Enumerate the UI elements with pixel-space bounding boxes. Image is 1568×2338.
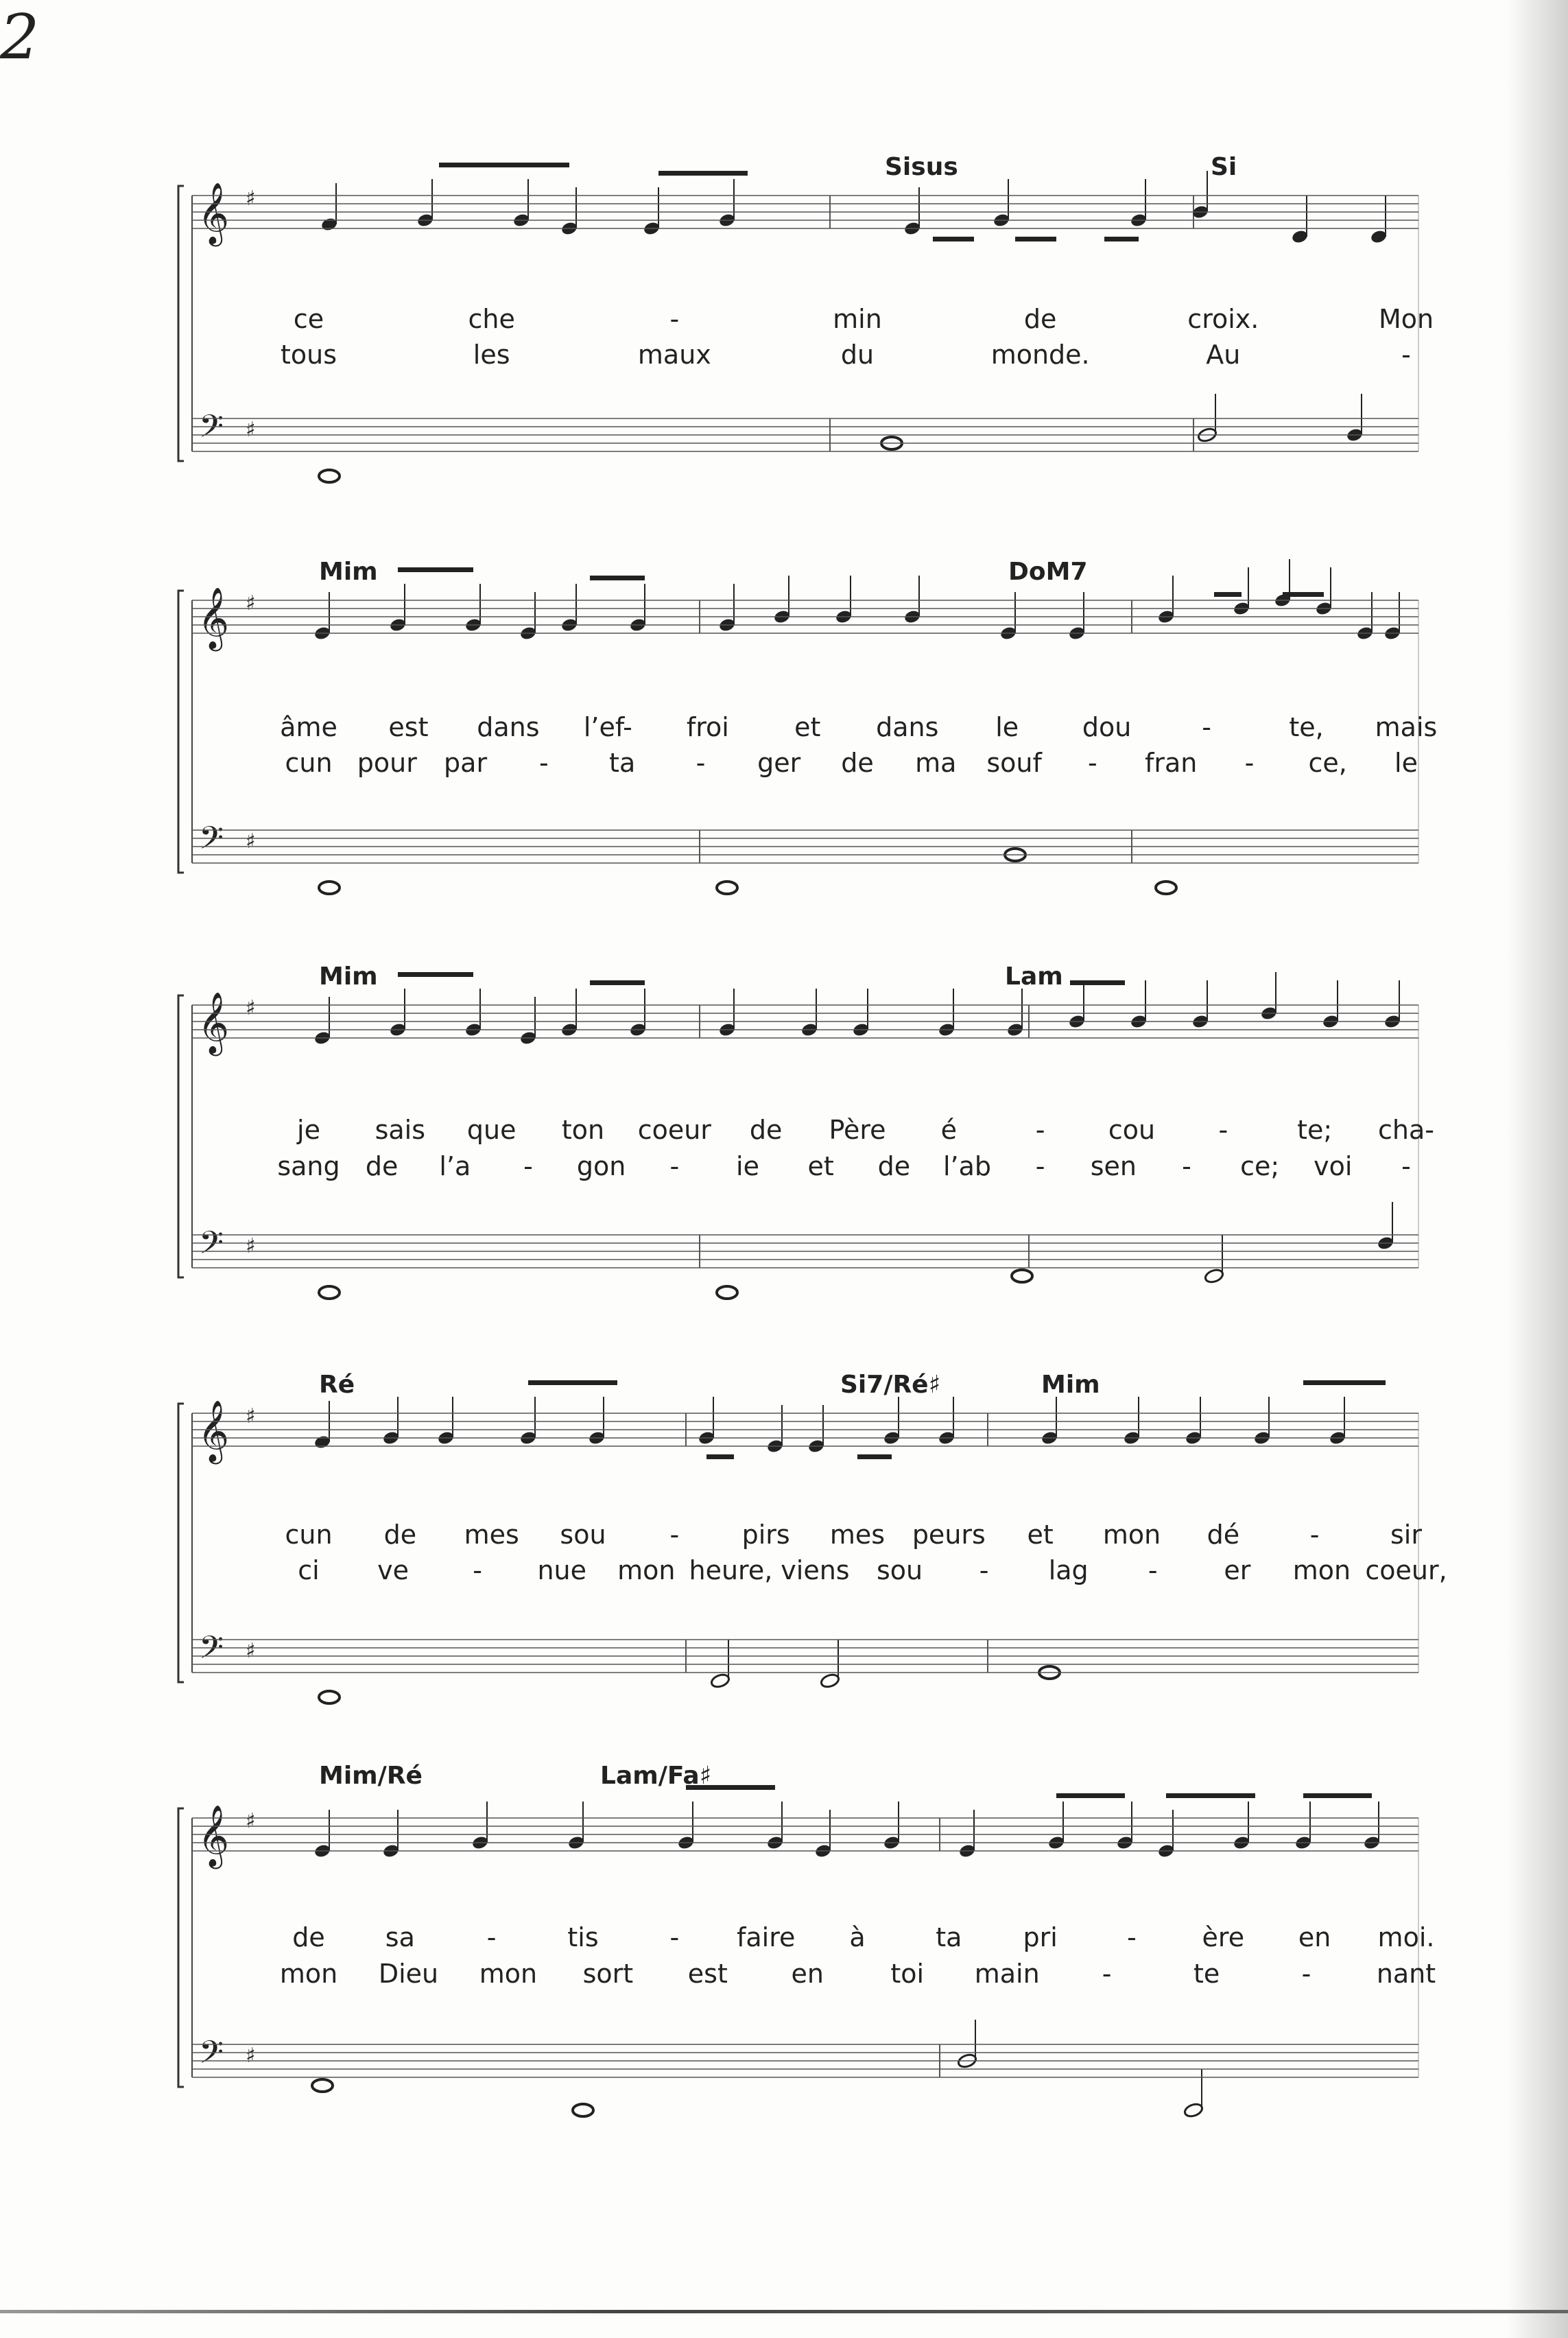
lyric-syllable: heure, (689, 1555, 773, 1585)
lyric-syllable: cou (1108, 1115, 1156, 1145)
lyric-syllable: de (877, 1151, 911, 1181)
lyric-syllable: mes (464, 1520, 519, 1550)
lyric-syllable: - (473, 1555, 483, 1585)
lyric-syllable: à (849, 1922, 866, 1952)
whole-note (1156, 882, 1176, 894)
chord-symbol: DoM7 (1008, 558, 1088, 586)
bass-staff (192, 1235, 1418, 1268)
treble-clef-icon: 𝄞 (198, 1400, 230, 1462)
page-bottom-edge (0, 2310, 1568, 2313)
chord-symbol: Mim (1041, 1371, 1100, 1399)
lyric-syllable: - (669, 1151, 680, 1181)
treble-clef-icon: 𝄞 (198, 992, 230, 1054)
lyric-syllable: Dieu (378, 1959, 439, 1989)
lyric-syllable: est (388, 712, 429, 742)
lyric-syllable: cun (285, 1520, 333, 1550)
lyric-syllable: dé (1207, 1520, 1240, 1550)
lyric-syllable: coeur, (1365, 1555, 1447, 1585)
note-beam (1056, 1793, 1125, 1798)
sharp-icon: ♯ (246, 1809, 256, 1833)
system-brace (178, 995, 184, 1277)
lyric-syllable: - (1127, 1922, 1137, 1952)
note-beam (1070, 980, 1125, 985)
lyric-syllable: dans (477, 712, 540, 742)
treble-clef-icon: 𝄞 (198, 587, 230, 649)
lyric-syllable: moi. (1377, 1922, 1435, 1952)
lyric-syllable: l’a (439, 1151, 471, 1181)
lyric-syllable: sais (375, 1115, 426, 1145)
chord-symbol: Si (1211, 153, 1237, 181)
lyric-syllable: dans (876, 712, 939, 742)
lyric-syllable: te (1193, 1959, 1220, 1989)
sharp-icon: ♯ (246, 1234, 256, 1258)
lyric-syllable: - (486, 1922, 497, 1952)
treble-clef-icon: 𝄞 (198, 182, 230, 244)
lyric-syllable: ie (736, 1151, 759, 1181)
lyric-syllable: maux (637, 340, 711, 370)
lyric-syllable: er (1224, 1555, 1251, 1585)
chord-symbol: Lam/Fa♯ (600, 1762, 712, 1790)
lyric-syllable: - (1182, 1151, 1191, 1181)
treble-staff (192, 1413, 1418, 1446)
lyric-syllable: mes (829, 1520, 886, 1550)
lyric-syllable: - (669, 1520, 680, 1550)
lyric-syllable: sang (277, 1151, 340, 1181)
lyric-syllable: ce; (1240, 1151, 1280, 1181)
lyric-syllable: je (297, 1115, 320, 1145)
lyric-syllable: viens (781, 1555, 850, 1585)
lyric-syllable: coeur (637, 1115, 711, 1145)
lyric-syllable: toi (890, 1959, 925, 1989)
whole-note (319, 470, 340, 482)
lyric-syllable: mon (1292, 1555, 1351, 1585)
lyric-syllable: - (1244, 748, 1255, 778)
lyric-syllable: lag (1048, 1555, 1089, 1585)
half-note (1204, 1268, 1224, 1284)
lyric-syllable: de (292, 1922, 325, 1952)
lyric-syllable: ma (915, 748, 957, 778)
sharp-icon: ♯ (246, 591, 256, 615)
note-beam (398, 972, 473, 977)
page-number: 2 (0, 1, 40, 73)
system-brace (178, 591, 184, 873)
lyric-syllable: sort (582, 1959, 634, 1989)
chord-symbol: Mim (319, 963, 378, 991)
lyric-syllable: - (538, 748, 549, 778)
note-beam (933, 237, 974, 241)
lyric-syllable: fran (1144, 748, 1198, 778)
lyric-syllable: - (1401, 340, 1411, 370)
sharp-icon: ♯ (246, 418, 256, 442)
lyric-syllable: ce, (1308, 748, 1347, 778)
treble-clef-icon: 𝄞 (198, 1805, 230, 1867)
system-4 (178, 1371, 1447, 1703)
lyric-syllable: tous (280, 340, 337, 370)
system-5 (178, 1762, 1436, 2118)
lyric-syllable: - (1309, 1520, 1320, 1550)
note-beam (1104, 237, 1139, 241)
whole-note (717, 882, 737, 894)
treble-staff (192, 196, 1418, 228)
lyric-syllable: - (1401, 1151, 1411, 1181)
lyric-syllable: en (1298, 1922, 1331, 1952)
lyric-syllable: pri (1023, 1922, 1058, 1952)
chord-symbol: Si7/Ré♯ (840, 1371, 941, 1399)
lyric-syllable: dou (1082, 712, 1132, 742)
lyric-syllable: le (995, 712, 1019, 742)
lyric-syllable: sou (560, 1520, 606, 1550)
chord-symbol: Sisus (885, 153, 958, 181)
lyric-syllable: monde. (990, 340, 1090, 370)
lyric-syllable: - (1102, 1959, 1112, 1989)
lyric-syllable: de (1023, 304, 1057, 334)
lyric-syllable: l’ef- (583, 712, 632, 742)
lyric-syllable: croix. (1187, 304, 1259, 334)
lyric-syllable: le (1394, 748, 1418, 778)
system-1 (178, 153, 1434, 482)
note-beam (590, 980, 645, 985)
chord-symbol: Lam (1005, 963, 1063, 991)
treble-staff (192, 1818, 1418, 1851)
lyric-syllable: en (791, 1959, 824, 1989)
bass-clef-icon: 𝄢 (199, 408, 224, 453)
bass-clef-icon: 𝄢 (199, 820, 224, 864)
treble-staff (192, 600, 1418, 633)
bass-clef-icon: 𝄢 (199, 1225, 224, 1269)
note-beam (1283, 592, 1324, 597)
lyric-syllable: ta (609, 748, 636, 778)
lyric-syllable: mon (617, 1555, 676, 1585)
lyric-syllable: et (794, 712, 821, 742)
lyric-syllable: l’ab (942, 1151, 992, 1181)
lyric-syllable: de (749, 1115, 783, 1145)
lyric-syllable: que (466, 1115, 516, 1145)
note-beam (1015, 237, 1056, 241)
whole-note (717, 1286, 737, 1299)
whole-note (319, 1286, 340, 1299)
sharp-icon: ♯ (246, 187, 256, 211)
note-beam (528, 1380, 617, 1385)
lyric-syllable: che (468, 304, 515, 334)
lyric-syllable: mais (1375, 712, 1438, 742)
bass-staff (192, 2044, 1418, 2077)
note-beam (706, 1454, 734, 1459)
whole-note (573, 2104, 593, 2116)
note-beam (658, 171, 748, 176)
lyric-syllable: et (807, 1151, 834, 1181)
lyric-syllable: gon (576, 1151, 626, 1181)
lyric-syllable: sen (1090, 1151, 1137, 1181)
lyric-syllable: - (696, 748, 706, 778)
note-beam (857, 1454, 892, 1459)
lyric-syllable: et (1027, 1520, 1054, 1550)
system-brace (178, 1404, 184, 1682)
lyric-syllable: cha- (1378, 1115, 1434, 1145)
lyric-syllable: - (1202, 712, 1211, 742)
lyric-syllable: ce (293, 304, 324, 334)
half-note (820, 1673, 840, 1689)
sharp-icon: ♯ (246, 1639, 256, 1663)
lyric-syllable: voi (1314, 1151, 1353, 1181)
lyric-syllable: main (974, 1959, 1040, 1989)
lyric-syllable: nue (537, 1555, 587, 1585)
lyric-syllable: mon (279, 1959, 338, 1989)
lyric-syllable: mon (479, 1959, 538, 1989)
system-brace (178, 186, 184, 461)
lyric-syllable: ère (1202, 1922, 1245, 1952)
half-note (1183, 2102, 1204, 2118)
sharp-icon: ♯ (246, 829, 256, 853)
note-beam (439, 163, 569, 167)
note-beam (1214, 592, 1242, 597)
lyric-syllable: pour (357, 748, 417, 778)
lyric-syllable: ta (936, 1922, 962, 1952)
lyric-syllable: - (1301, 1959, 1311, 1989)
lyric-syllable: de (841, 748, 874, 778)
lyric-syllable: - (669, 304, 680, 334)
lyric-syllable: sir (1390, 1520, 1422, 1550)
lyric-syllable: Père (829, 1115, 886, 1145)
lyric-syllable: ve (377, 1555, 409, 1585)
lyric-syllable: du (840, 340, 875, 370)
lyric-syllable: pirs (741, 1520, 790, 1550)
lyric-syllable: froi (686, 712, 729, 742)
lyric-syllable: - (1035, 1115, 1045, 1145)
note-beam (398, 567, 473, 572)
lyric-syllable: ger (757, 748, 801, 778)
chord-symbol: Mim (319, 558, 378, 586)
lyric-syllable: - (979, 1555, 989, 1585)
lyric-syllable: min (833, 304, 882, 334)
lyric-syllable: ci (298, 1555, 320, 1585)
lyric-syllable: âme (280, 712, 337, 742)
note-beam (590, 576, 645, 580)
whole-note (319, 882, 340, 894)
lyric-syllable: - (669, 1922, 680, 1952)
lyric-syllable: peurs (912, 1520, 986, 1550)
system-brace (178, 1808, 184, 2087)
lyric-syllable: - (1148, 1555, 1158, 1585)
lyric-syllable: - (1035, 1151, 1045, 1181)
lyric-syllable: - (1218, 1115, 1228, 1145)
whole-note (1012, 1270, 1032, 1282)
lyric-syllable: te, (1289, 712, 1324, 742)
chord-symbol: Mim/Ré (319, 1762, 423, 1790)
lyric-syllable: - (523, 1151, 533, 1181)
bass-clef-icon: 𝄢 (199, 2034, 224, 2079)
chord-symbol: Ré (319, 1371, 355, 1399)
note-beam (1303, 1380, 1386, 1385)
note-beam (1166, 1793, 1255, 1798)
lyric-syllable: é (940, 1115, 958, 1145)
bass-staff (192, 1640, 1418, 1673)
lyric-syllable: par (444, 748, 488, 778)
whole-note (312, 2079, 333, 2092)
lyric-syllable: nant (1376, 1959, 1436, 1989)
lyric-syllable: est (687, 1959, 728, 1989)
whole-note (319, 1691, 340, 1703)
lyric-syllable: de (365, 1151, 399, 1181)
sharp-icon: ♯ (246, 1404, 256, 1428)
lyric-syllable: les (473, 340, 510, 370)
lyric-syllable: de (383, 1520, 417, 1550)
lyric-syllable: souf (986, 748, 1042, 778)
bass-clef-icon: 𝄢 (199, 1629, 224, 1674)
lyric-syllable: sou (876, 1555, 923, 1585)
bass-staff (192, 830, 1418, 863)
half-note (710, 1673, 730, 1689)
lyric-syllable: te; (1297, 1115, 1333, 1145)
lyric-syllable: cun (285, 748, 333, 778)
lyric-syllable: - (1087, 748, 1097, 778)
sharp-icon: ♯ (246, 996, 256, 1020)
bass-staff (192, 418, 1418, 451)
lyric-syllable: ton (561, 1115, 605, 1145)
lyric-syllable: sa (385, 1922, 415, 1952)
note-beam (1303, 1793, 1372, 1798)
lyric-syllable: faire (736, 1922, 796, 1952)
lyric-syllable: mon (1102, 1520, 1161, 1550)
sharp-icon: ♯ (246, 2044, 256, 2068)
lyric-syllable: Au (1206, 340, 1241, 370)
lyric-syllable: Mon (1378, 304, 1434, 334)
lyric-syllable: tis (567, 1922, 599, 1952)
